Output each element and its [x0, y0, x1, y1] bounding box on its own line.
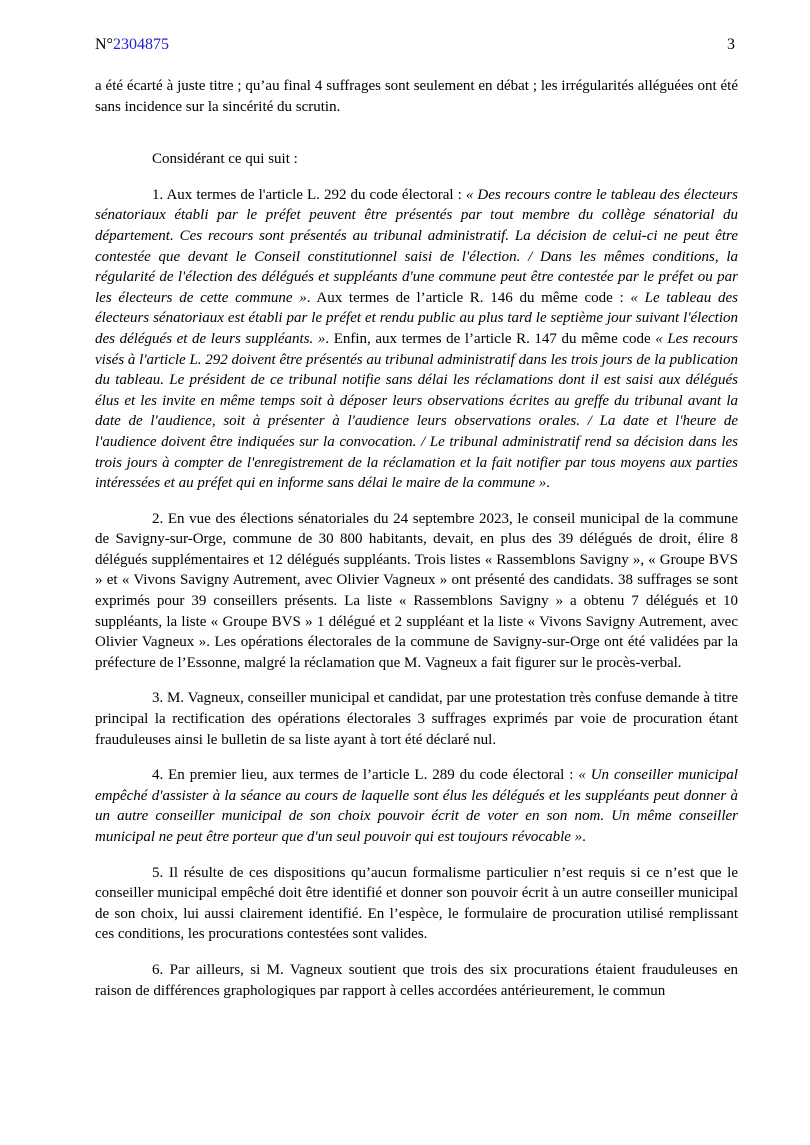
text-segment: 6. Par ailleurs, si M. Vagneux soutient que trois des six procurations étaient frauduleuses en raison de différences graphologiques par rapport à celles accordées antérieurement, le commun — [95, 961, 738, 999]
paragraph-considerant-intro — [95, 149, 738, 170]
paragraph-point-5 — [95, 863, 738, 945]
text-segment: . — [546, 475, 551, 492]
case-number-prefix: N° — [95, 36, 113, 53]
text-segment: . — [582, 829, 586, 845]
paragraph-point-4 — [95, 765, 738, 847]
quoted-statute-text: « Des recours contre le tableau des électeurs sénatoriaux établi par le préfet peuvent être présentés par tout membre du collège sénatorial du département. Ces recours sont présentés au tribunal administratif. La décision de celui-ci ne peut être contestée que devant le Conseil constitutionnel saisi de l'élection. / Dans les mêmes conditions, la régularité de l'élection des délégués et suppléants d'une commune peut être contestée par le préfet ou par les électeurs de cette commune » — [95, 186, 738, 306]
page-header — [0, 0, 810, 55]
paragraph-point-3 — [95, 688, 738, 750]
text-segment: 4. En premier lieu, aux termes de l’article L. 289 du code électoral : — [152, 767, 579, 784]
text-segment: Considérant ce qui suit : — [152, 151, 298, 168]
paragraph-point-2 — [95, 509, 738, 674]
text-segment: 2. En vue des élections sénatoriales du 24 septembre 2023, le conseil municipal de la commune de Savigny-sur-Orge, commune de 30 800 habitants, devait, en plus des 39 délégués de droit, élire 8 délégués supplémentaires et 12 délégués suppléants. Trois listes « Rassemblons Savigny », « Groupe BVS » et « Vivons Savigny Autrement, avec Olivier Vagneux » ont présenté des candidats. 38 suffrages se sont exprimés pour 39 conseillers présents. La liste « Rassemblons Savigny » a obtenu 7 délégués et 10 suppléants, la liste « Groupe BVS » 1 délégué et 2 suppléant et la liste « Vivons Savigny Autrement, avec Olivier Vagneux ». Les opérations électorales de la commune de Savigny-sur-Orge ont été validées par la préfecture de l’Essonne, malgré la réclamation que M. Vagneux a fait figurer sur le procès-verbal. — [95, 510, 738, 671]
case-reference — [95, 34, 169, 55]
document-body — [95, 76, 738, 1001]
text-segment: a été écarté à juste titre ; qu’au final 4 suffrages sont seulement en débat ; les irrégularités alléguées ont été sans incidence sur la sincérité du scrutin. — [95, 78, 738, 115]
paragraph-point-1 — [95, 185, 738, 494]
text-segment: 1. Aux termes de l'article L. 292 du code électoral : — [152, 186, 466, 203]
case-number-link[interactable]: 2304875 — [112, 36, 169, 53]
quoted-statute-text: « Le tableau des électeurs sénatoriaux est établi par le préfet et rendu public au plus tard le septième jour suivant l'élection des délégués et de leurs suppléants. » — [95, 289, 738, 347]
text-segment: 3. M. Vagneux, conseiller municipal et candidat, par une protestation très confuse demande à titre principal la rectification des opérations électorales 3 suffrages exprimés par voie de procuration étant frauduleuses ainsi le bulletin de sa liste ayant à tort été déclaré nul. — [95, 690, 738, 748]
quoted-statute-text: « Un conseiller municipal empêché d'assister à la séance au cours de laquelle sont élus les délégués et les suppléants peut donner à un autre conseiller municipal de son choix pouvoir écrit de voter en son nom. Un même conseiller municipal ne peut être porteur que d'un seul pouvoir qui est toujours révocable » — [95, 767, 738, 845]
text-segment: 5. Il résulte de ces dispositions qu’aucun formalisme particulier n’est requis si ce n’est que le conseiller municipal empêché doit être identifié et donner son pouvoir écrit à un autre conseiller municipal de son choix, lui aussi clairement identifié. En l’espèce, le formulaire de procuration utilisé remplissant ces conditions, les procurations contestées sont valides. — [95, 864, 738, 943]
text-segment: . Aux termes de l’article R. 146 du même code : — [306, 289, 631, 306]
paragraph-continuation — [95, 76, 738, 117]
quoted-statute-text: « Les recours visés à l'article L. 292 doivent être présentés au tribunal administratif dans les trois jours de la publication du tableau. Le président de ce tribunal notifie sans délai les réclamations dont il est saisi aux délégués élus et les invite en même temps soit à déposer leurs observations écrites au greffe du tribunal avant la date de l'audience, soit à présenter à l'audience leurs observations orales. / La date et l'heure de l'audience doivent être indiquées sur la convocation. / Le tribunal administratif rend sa décision dans les trois jours à compter de l'enregistrement de la réclamation et la fait notifier par tous moyens aux parties intéressées et au préfet qui en informe sans délai le maire de la commune » — [95, 330, 739, 492]
paragraph-point-6 — [95, 960, 738, 1001]
text-segment: . Enfin, aux termes de l’article R. 147 du même code — [325, 330, 656, 347]
page-number: 3 — [727, 36, 735, 53]
